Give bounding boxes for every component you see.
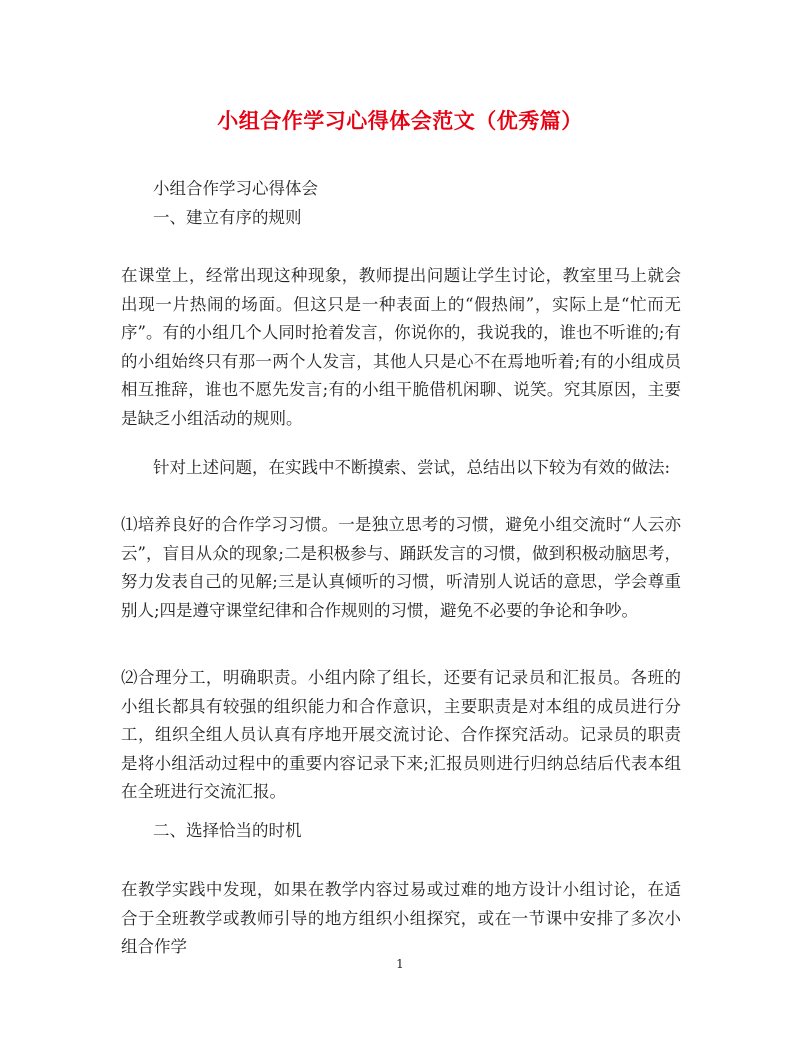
paragraph-1: 在课堂上，经常出现这种现象，教师提出问题让学生讨论，教室里马上就会出现一片热闹的场面。但这只是一种表面上的“假热闹”，实际上是“忙而无序”。有的小组几个人同时抢着发言，你说你的，我说我的，谁也不听谁的;有的小组始终只有那一两个人发言，其他人只是心不在焉地听着;有的小组成员相互推辞，谁也不愿先发言;有的小组干脆借机闲聊、说笑。究其原因，主要是缺乏小组活动的规则。 bbox=[121, 266, 681, 428]
page-number: 1 bbox=[396, 957, 404, 971]
section-heading-1: 一、建立有序的规则 bbox=[153, 208, 302, 227]
section-heading-2: 二、选择恰当的时机 bbox=[153, 821, 302, 840]
paragraph-5: 在教学实践中发现，如果在教学内容过易或过难的地方设计小组讨论，在适合于全班教学或教师引导的地方组织小组探究，或在一节课中安排了多次小组合作学 bbox=[121, 880, 681, 956]
paragraph-3: ⑴培养良好的合作学习习惯。一是独立思考的习惯，避免小组交流时“人云亦云”，盲目从众的现象;二是积极参与、踊跃发言的习惯，做到积极动脑思考，努力发表自己的见解;三是认真倾听的习惯，听清别人说话的意思，学会尊重别人;四是遵守课堂纪律和合作规则的习惯，避免不必要的争论和争吵。 bbox=[121, 515, 681, 620]
paragraph-4: ⑵合理分工，明确职责。小组内除了组长，还要有记录员和汇报员。各班的小组长都具有较强的组织能力和合作意识，主要职责是对本组的成员进行分工，组织全组人员认真有序地开展交流讨论、合作探究活动。记录员的职责是将小组活动过程中的重要内容记录下来;汇报员则进行归纳总结后代表本组在全班进行交流汇报。 bbox=[121, 668, 681, 801]
document-subtitle: 小组合作学习心得体会 bbox=[153, 179, 318, 198]
paragraph-2: 针对上述问题，在实践中不断摸索、尝试，总结出以下较为有效的做法: bbox=[153, 458, 671, 477]
document-title: 小组合作学习心得体会范文（优秀篇） bbox=[217, 108, 583, 133]
